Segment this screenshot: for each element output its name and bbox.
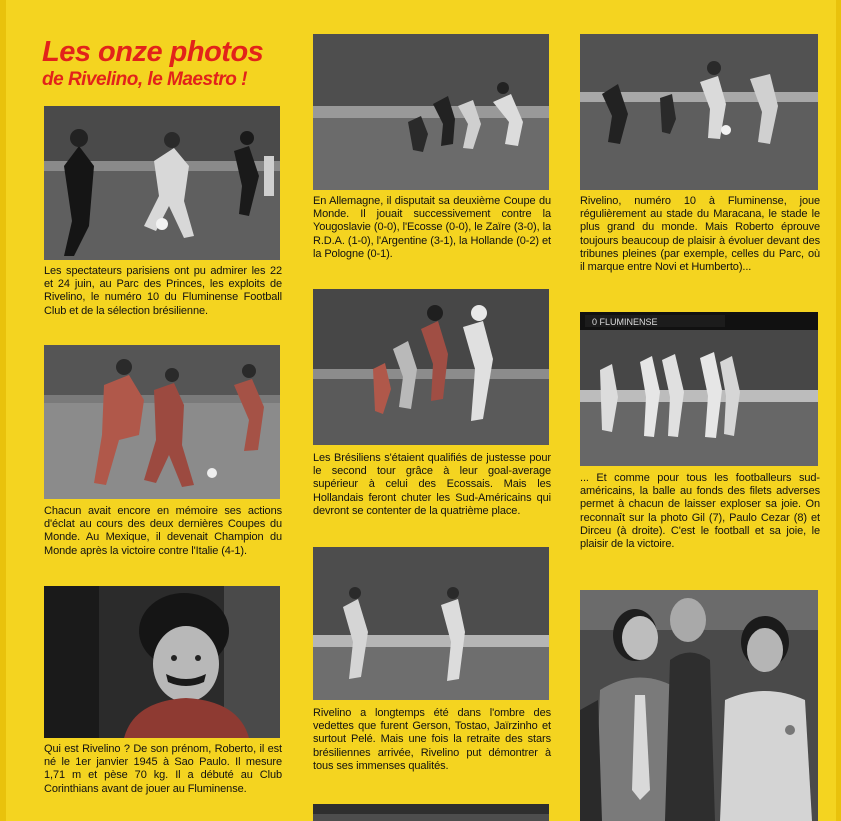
photo-maracana (580, 34, 818, 190)
photo-officials-rivelino (580, 590, 818, 821)
scoreboard-text: 0 FLUMINENSE (592, 317, 658, 327)
caption-parc-des-princes: Les spectateurs parisiens ont pu admirer les 22 et 24 juin, au Parc des Princes, les exploits de Rivelino, le numéro 10 du Fluminense Football Club et de la sélection brésilienne. (44, 265, 282, 317)
title-line-1: Les onze photos (42, 36, 264, 68)
title-line-2: de Rivelino, le Maestro ! (42, 69, 247, 90)
photo-middle-bottom (313, 804, 549, 821)
page-edge-right (836, 0, 841, 821)
photo-allemagne-match (313, 34, 549, 190)
caption-rivelino-ombre: Rivelino a longtemps été dans l'ombre des vedettes que furent Gerson, Tostao, Jaïrzinho et surtout Pelé. Mais une fois la retraite des stars brésiliennes arrivée, Rivelino put démontrer à tous ses immenses qualités. (313, 707, 551, 772)
caption-bresiliens: Les Brésiliens s'étaient qualifiés de justesse pour le second tour grâce à leur goal-average supérieur à celui des Ecossais. Mais les Hollandais feront chuter les Sud-Américains qui devront se contenter de la quatrième place. (313, 452, 551, 517)
caption-celebration: ... Et comme pour tous les footballeurs sud-américains, la balle au fonds des filets adverses permet à chacun de laisser exploser sa joie. On reconnaît sur la photo Gil (7), Paulo Cezar (8) et Dirceu (à droite). C'est le football et sa joie, le plaisir de la victoire. (580, 472, 820, 551)
caption-maracana: Rivelino, numéro 10 à Fluminense, joue régulièrement au stade du Maracana, le stade le plus grand du monde. Mais Roberto éprouve toujours beaucoup de plaisir à évoluer devant des tribunes pleines (par exemple, celles du Parc, où il marque entre Novi et Humberto)... (580, 195, 820, 274)
photo-rivelino-ombre (313, 547, 549, 700)
photo-rivelino-portrait (44, 586, 280, 738)
caption-portrait: Qui est Rivelino ? De son prénom, Roberto, il est né le 1er janvier 1945 à Sao Paulo. Il mesure 1,71 m et pèse 70 kg. Il a débuté au Club Corinthians avant de jouer au Fluminense. (44, 743, 282, 795)
caption-allemagne: En Allemagne, il disputait sa deuxième Coupe du Monde. Il jouait successivement contre la Yougoslavie (0-0), l'Ecosse (0-0), le Zaïre (3-0), la R.D.A. (1-0), l'Argentine (3-1), la Hollande (0-2) et la Pologne (0-1). (313, 195, 551, 260)
photo-bresiliens-hollandais (313, 289, 549, 445)
photo-mundial-red-shirts (44, 345, 280, 499)
photo-celebration (580, 312, 818, 466)
page-edge-left (0, 0, 6, 821)
caption-mundial: Chacun avait encore en mémoire ses actions d'éclat au cours des deux dernières Coupes du Monde. Au Mexique, il devenait Champion du Monde après la victoire contre l'Italie (4-1). (44, 505, 282, 557)
photo-parc-des-princes-dribble (44, 106, 280, 260)
page-title (42, 36, 292, 92)
